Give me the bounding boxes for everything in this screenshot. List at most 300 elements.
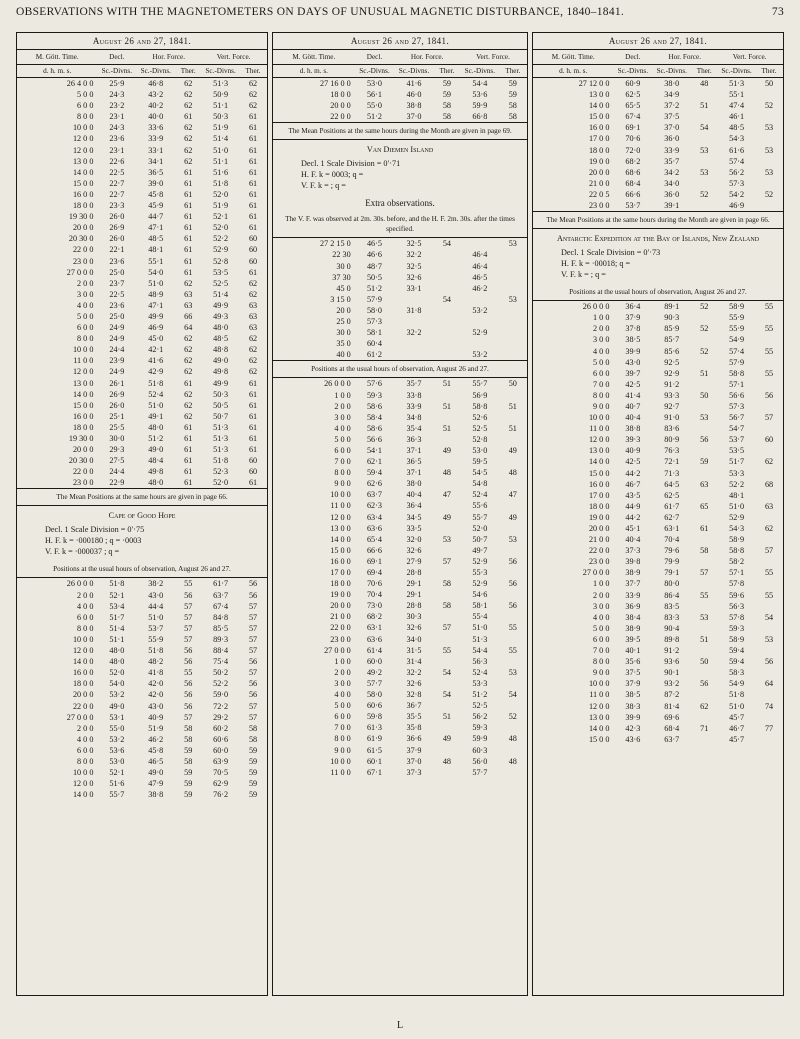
vert-cell: 59·6 xyxy=(729,590,745,600)
decl-cell: 33·9 xyxy=(625,590,641,600)
decl-cell: 42·5 xyxy=(625,457,641,467)
hor-cell: 51·2 xyxy=(148,434,164,443)
vert-cell: 57·8 xyxy=(729,612,745,622)
vert-cell: 52·1 xyxy=(213,212,229,222)
hor-cell: 38·0 xyxy=(406,479,422,489)
time-cell: 15 0 0 xyxy=(588,734,610,744)
hor-cell: 33·8 xyxy=(406,390,422,400)
station-name: Van Diemen Island xyxy=(366,145,434,155)
table-row xyxy=(17,333,267,344)
time-cell: 2 0 0 xyxy=(77,723,94,733)
vert-ther-cell: 57 xyxy=(248,701,258,711)
vert-ther-cell: 57 xyxy=(248,612,258,622)
time-cell: 17 0 0 xyxy=(588,490,610,500)
table-row xyxy=(273,756,527,767)
time-cell: 11 0 0 xyxy=(330,767,351,777)
time-cell: 18 0 0 xyxy=(330,579,351,589)
hor-cell: 63·1 xyxy=(664,524,680,533)
time-cell: 20 0 0 xyxy=(588,524,610,533)
time-cell: 13 0 0 xyxy=(588,446,610,456)
vert-cell: 51·8 xyxy=(213,178,229,188)
vert-ther-cell xyxy=(756,178,782,189)
vert-ther-cell xyxy=(756,689,782,700)
decl-cell: 39·3 xyxy=(625,435,641,445)
table-row xyxy=(533,368,783,379)
hor-cell: 46·5 xyxy=(148,756,164,766)
vert-ther-cell: 56 xyxy=(508,556,517,566)
table-row xyxy=(533,556,783,567)
vert-cell: 55·9 xyxy=(729,313,745,323)
hor-cell: 49·1 xyxy=(148,411,164,421)
time-cell: 20 30 0 xyxy=(68,456,94,466)
vert-ther-cell xyxy=(756,734,782,745)
hor-ther-cell: 59 xyxy=(442,79,452,88)
decl-cell: 59·4 xyxy=(366,468,382,478)
hor-ther-cell xyxy=(691,379,717,390)
hor-cell xyxy=(394,338,434,349)
table-row xyxy=(17,712,267,723)
vert-cell: 52·5 xyxy=(472,423,488,433)
decl-cell: 25·0 xyxy=(109,267,125,277)
vert-ther-cell xyxy=(500,656,526,667)
vert-ther-cell: 59 xyxy=(248,768,258,778)
vert-ther-cell xyxy=(500,349,526,360)
hor-cell: 85·9 xyxy=(664,324,680,334)
vert-ther-cell: 57 xyxy=(248,646,258,656)
decl-header: Decl. xyxy=(625,53,641,61)
decl-cell: 24·4 xyxy=(109,467,125,477)
vert-ther-cell: 50 xyxy=(764,79,774,88)
hor-cell: 31·5 xyxy=(406,645,422,655)
hor-cell: 37·3 xyxy=(406,767,422,777)
vert-ther-cell: 51 xyxy=(508,423,517,433)
table-row xyxy=(533,567,783,578)
table-row xyxy=(17,378,267,389)
vert-cell: 52·0 xyxy=(213,189,229,199)
time-cell: 5 0 0 xyxy=(77,311,94,321)
time-cell: 37 30 xyxy=(332,272,351,282)
decl-cell: 65·5 xyxy=(625,101,641,111)
decl-cell: 54·0 xyxy=(109,679,125,689)
hor-cell: 34·8 xyxy=(406,412,422,422)
vert-cell: 62·9 xyxy=(213,779,229,789)
vert-cell: 54·8 xyxy=(472,479,488,489)
table-row xyxy=(17,311,267,322)
vert-cell: 54·5 xyxy=(472,468,488,478)
decl-cell: 53·2 xyxy=(109,734,125,744)
vert-cell: 56·3 xyxy=(729,601,745,611)
time-cell: 27 0 0 0 xyxy=(324,645,351,655)
station-constants xyxy=(533,229,783,284)
vert-cell: 52·0 xyxy=(472,523,488,533)
table-row xyxy=(533,111,783,122)
table-row xyxy=(533,167,783,178)
time-cell: 10 0 0 xyxy=(330,490,351,500)
time-cell: 1 0 0 xyxy=(334,656,351,666)
hor-ther-cell: 58 xyxy=(184,756,193,766)
hor-cell: 40·0 xyxy=(148,112,164,122)
page-number: 73 xyxy=(771,6,784,18)
vert-ther-cell xyxy=(500,412,526,423)
table-row xyxy=(533,734,783,745)
time-cell: 23 0 0 xyxy=(72,478,94,488)
vert-ther-cell: 59 xyxy=(248,756,258,766)
table-row xyxy=(273,667,527,678)
positions-note: Positions at the usual hours of observation, August 26 and 27. xyxy=(569,288,747,297)
table-row xyxy=(533,445,783,456)
vert-cell: 63·9 xyxy=(213,756,229,766)
hor-ther-cell: 61 xyxy=(184,267,193,277)
hor-ther-cell xyxy=(691,334,717,345)
time-cell: 16 0 0 xyxy=(588,479,610,489)
hor-ther-cell: 61 xyxy=(184,189,193,199)
time-cell: 12 0 0 xyxy=(72,134,94,144)
decl-cell: 53·6 xyxy=(109,745,125,755)
vert-cell: 49·3 xyxy=(213,311,229,321)
time-cell: 4 0 0 xyxy=(77,734,94,744)
vert-cell: 54·4 xyxy=(472,645,488,655)
decl-cell: 38·9 xyxy=(625,568,641,578)
table-row xyxy=(17,289,267,300)
vert-ther-cell: 56 xyxy=(248,657,258,667)
time-cell: 22 0 0 xyxy=(72,701,94,711)
hor-cell: 34·1 xyxy=(148,156,164,166)
time-cell: 15 0 0 xyxy=(588,468,610,478)
page-header xyxy=(16,6,784,24)
decl-cell: 65·4 xyxy=(366,534,382,544)
hor-cell: 34·0 xyxy=(406,634,422,644)
hor-ther-cell xyxy=(434,478,460,489)
decl-cell: 22·7 xyxy=(109,189,125,199)
table-row xyxy=(273,556,527,567)
decl-cell: 57·7 xyxy=(366,678,382,688)
vert-cell: 52·5 xyxy=(213,278,229,288)
hor-ther-cell: 71 xyxy=(700,723,709,733)
time-cell: 6 0 0 xyxy=(593,634,610,644)
decl-cell: 48·0 xyxy=(109,657,125,667)
hor-cell: 35·5 xyxy=(406,712,422,722)
decl-cell: 68·6 xyxy=(625,167,641,177)
decl-cell: 63·1 xyxy=(366,623,382,633)
hor-cell: 64·5 xyxy=(664,479,680,489)
table-row xyxy=(17,200,267,211)
vert-ther-cell xyxy=(756,312,782,323)
table-row xyxy=(17,701,267,712)
station-constants xyxy=(17,506,267,561)
table-row xyxy=(533,689,783,700)
vert-cell: 51·3 xyxy=(472,634,488,644)
hor-ther-cell: 57 xyxy=(184,712,193,722)
hor-cell: 53·7 xyxy=(148,623,164,633)
table-row xyxy=(17,89,267,100)
vert-cell: 52·9 xyxy=(472,328,488,338)
vert-cell: 53·3 xyxy=(472,678,488,688)
hor-ther-cell: 51 xyxy=(442,712,452,722)
time-header: M. Gött. Time. xyxy=(292,53,336,61)
hor-ther-cell: 62 xyxy=(184,278,193,288)
time-header: M. Gött. Time. xyxy=(35,53,79,61)
hor-cell: 39·1 xyxy=(664,201,680,211)
table-row xyxy=(273,567,527,578)
hor-cell: 32·2 xyxy=(406,328,422,338)
hor-ther-cell: 62 xyxy=(184,334,193,344)
vert-cell: 66·8 xyxy=(472,112,488,122)
decl-cell: 68·2 xyxy=(366,612,382,622)
hor-ther-cell: 50 xyxy=(700,390,709,400)
time-cell: 8 0 0 xyxy=(334,468,351,478)
vert-ther-cell: 61 xyxy=(248,134,258,144)
column-van-diemen xyxy=(272,32,528,996)
hor-ther-cell xyxy=(691,468,717,479)
hor-cell: 34·5 xyxy=(406,512,422,522)
vert-cell: 53·0 xyxy=(472,445,488,455)
time-cell: 11 0 0 xyxy=(330,501,351,511)
decl-cell: 29·3 xyxy=(109,445,125,455)
hor-ther-cell: 57 xyxy=(184,634,193,644)
hms-subheader: d. h. m. s. xyxy=(559,67,588,75)
hor-cell: 48·9 xyxy=(148,289,164,299)
decl-cell: 42·5 xyxy=(625,379,641,389)
decl-cell: 63·7 xyxy=(366,490,382,500)
time-cell: 20 30 0 xyxy=(68,234,94,244)
hor-ther-cell xyxy=(691,111,717,122)
mean-note: The Mean Positions at the same hours during the Month are given in page 69. xyxy=(288,127,512,136)
time-cell: 27 2 15 0 xyxy=(319,239,351,249)
time-cell: 5 0 0 xyxy=(334,701,351,711)
vert-cell: 59·4 xyxy=(729,657,745,667)
decl-cell: 63·4 xyxy=(366,512,382,522)
vert-cell: 48·5 xyxy=(213,334,229,344)
hor-cell: 51·0 xyxy=(148,612,164,622)
hor-ther-cell: 59 xyxy=(184,790,193,800)
table-row xyxy=(17,623,267,634)
vert-ther-cell: 53 xyxy=(508,534,517,544)
table-row xyxy=(533,434,783,445)
hor-cell: 37·1 xyxy=(406,468,422,478)
vert-cell: 50·3 xyxy=(213,389,229,399)
vert-ther-cell: 59 xyxy=(248,790,258,800)
decl-cell: 67·1 xyxy=(366,767,382,777)
vert-ther-cell: 52 xyxy=(508,712,517,722)
decl-cell: 51·8 xyxy=(109,579,125,589)
vert-ther-cell: 60 xyxy=(764,435,774,445)
decl-cell: 51·2 xyxy=(366,283,382,293)
time-cell: 15 0 0 xyxy=(72,400,94,410)
hor-cell: 45·8 xyxy=(148,189,164,199)
vert-header: Vert. Force. xyxy=(216,53,251,61)
hor-cell: 62·5 xyxy=(664,490,680,500)
constant-line: V. F. k = ; q = xyxy=(561,270,606,280)
vert-cell: 55·7 xyxy=(472,379,488,389)
hor-cell: 91·2 xyxy=(664,379,680,389)
time-cell: 12 0 0 xyxy=(72,367,94,377)
ther-subheader: Ther. xyxy=(439,67,455,75)
vert-ther-cell: 63 xyxy=(248,311,258,321)
time-cell: 27 0 0 0 xyxy=(66,267,94,277)
time-cell: 10 0 0 xyxy=(72,123,94,133)
hor-cell: 51·0 xyxy=(148,278,164,288)
hor-ther-cell: 48 xyxy=(442,468,452,478)
table-row xyxy=(533,156,783,167)
decl-cell: 53·0 xyxy=(366,79,382,88)
hor-ther-cell xyxy=(434,349,460,360)
vert-ther-cell xyxy=(500,745,526,756)
decl-cell: 24·9 xyxy=(109,334,125,344)
vert-ther-cell xyxy=(500,272,526,283)
constant-line: H. F. k = 0003; q = xyxy=(301,170,364,180)
hor-ther-cell: 61 xyxy=(700,524,709,533)
vert-cell: 54·9 xyxy=(729,335,745,345)
time-cell: 8 0 0 xyxy=(77,623,94,633)
time-cell: 10 0 0 xyxy=(588,413,610,423)
decl-cell: 66·6 xyxy=(366,545,382,555)
table-row xyxy=(533,456,783,467)
decl-cell: 24·3 xyxy=(109,123,125,133)
hor-ther-cell: 58 xyxy=(442,112,452,122)
hor-cell: 33·9 xyxy=(406,401,422,411)
table-row xyxy=(17,244,267,255)
table-row xyxy=(17,745,267,756)
hor-ther-cell: 61 xyxy=(184,467,193,477)
table-row xyxy=(273,412,527,423)
vert-cell: 50·5 xyxy=(213,400,229,410)
time-cell: 40 0 xyxy=(336,350,351,360)
hor-ther-cell xyxy=(434,745,460,756)
hor-ther-cell: 61 xyxy=(184,167,193,177)
hor-cell: 68·4 xyxy=(664,723,680,733)
vert-cell: 51·0 xyxy=(213,145,229,155)
vert-cell: 51·4 xyxy=(213,289,229,299)
vert-cell: 55·4 xyxy=(472,612,488,622)
decl-cell: 58·0 xyxy=(366,690,382,700)
vert-ther-cell: 55 xyxy=(764,346,774,356)
vert-ther-cell: 56 xyxy=(764,390,774,400)
hor-ther-cell xyxy=(691,689,717,700)
time-cell: 23 0 0 xyxy=(330,634,351,644)
vert-ther-cell xyxy=(500,283,526,294)
vert-cell: 50·7 xyxy=(472,534,488,544)
vert-ther-cell: 61 xyxy=(248,145,258,155)
time-cell: 6 0 0 xyxy=(77,323,94,333)
hor-cell: 90·4 xyxy=(664,623,680,633)
hor-ther-cell: 59 xyxy=(442,90,452,100)
hor-ther-cell xyxy=(434,305,460,316)
hor-cell: 48·0 xyxy=(148,478,164,488)
table-row xyxy=(17,612,267,623)
table-row xyxy=(17,656,267,667)
hor-ther-cell xyxy=(434,412,460,423)
hor-ther-cell: 61 xyxy=(184,223,193,233)
vert-cell: 49·0 xyxy=(213,356,229,366)
time-cell: 12 0 0 xyxy=(72,779,94,789)
signature-mark: L xyxy=(396,1020,404,1031)
vert-ther-cell: 57 xyxy=(764,413,774,423)
decl-cell: 57·9 xyxy=(366,294,382,304)
decl-cell: 22·7 xyxy=(109,178,125,188)
vert-ther-cell xyxy=(756,512,782,523)
vert-ther-cell xyxy=(500,722,526,733)
time-cell: 19 0 0 xyxy=(330,590,351,600)
table-row xyxy=(273,700,527,711)
decl-cell: 61·2 xyxy=(366,350,382,360)
vert-cell: 61·6 xyxy=(729,145,745,155)
time-cell: 17 0 0 xyxy=(330,568,351,577)
table-row xyxy=(273,89,527,100)
table-row xyxy=(533,534,783,545)
decl-cell: 38·3 xyxy=(625,701,641,711)
table-row xyxy=(533,323,783,334)
hor-cell: 45·8 xyxy=(148,745,164,755)
decl-cell: 63·6 xyxy=(366,634,382,644)
time-cell: 3 0 0 xyxy=(334,678,351,688)
table-row xyxy=(533,346,783,357)
vert-cell: 53·7 xyxy=(729,435,745,445)
vert-cell: 51·0 xyxy=(472,623,488,633)
vert-ther-cell: 62 xyxy=(764,524,774,533)
decl-cell: 60·0 xyxy=(366,656,382,666)
table-row xyxy=(17,645,267,656)
hor-cell: 47·9 xyxy=(148,779,164,789)
table-row xyxy=(533,189,783,200)
ther-subheader: Ther. xyxy=(696,67,712,75)
time-cell: 4 0 0 xyxy=(593,612,610,622)
hor-ther-cell: 52 xyxy=(700,346,709,356)
hor-ther-cell xyxy=(691,178,717,189)
table-row xyxy=(273,512,527,523)
table-row xyxy=(17,601,267,612)
hor-ther-cell: 62 xyxy=(184,411,193,421)
table-row xyxy=(273,611,527,622)
hor-ther-cell xyxy=(434,656,460,667)
vert-ther-cell: 61 xyxy=(248,123,258,133)
constant-line: Decl. 1 Scale Division = 0′·75 xyxy=(45,525,145,535)
vert-ther-cell: 55 xyxy=(764,568,774,578)
decl-cell: 55·0 xyxy=(109,723,125,733)
decl-cell: 22·1 xyxy=(109,245,125,255)
vert-cell: 58·1 xyxy=(472,601,488,611)
time-cell: 2 0 0 xyxy=(593,590,610,600)
decl-cell: 37·3 xyxy=(625,546,641,556)
table-row xyxy=(533,423,783,434)
hor-cell: 33·5 xyxy=(406,523,422,533)
vert-ther-cell xyxy=(756,401,782,412)
hor-ther-cell: 53 xyxy=(700,612,709,622)
time-cell: 27 12 0 0 xyxy=(578,79,610,88)
vert-ther-cell xyxy=(756,468,782,479)
decl-cell: 24·4 xyxy=(109,345,125,355)
vert-ther-cell xyxy=(756,133,782,144)
hor-header: Hor. Force. xyxy=(152,53,185,61)
ther-subheader: Ther. xyxy=(761,67,777,75)
decl-cell: 23·1 xyxy=(109,145,125,155)
hor-ther-cell: 61 xyxy=(184,434,193,443)
vert-ther-cell: 59 xyxy=(508,90,517,100)
vert-ther-cell: 53 xyxy=(508,667,517,677)
vert-cell: 49·7 xyxy=(472,545,488,555)
decl-cell: 26·1 xyxy=(109,378,125,388)
vert-ther-cell: 48 xyxy=(508,468,517,478)
vert-ther-cell: 62 xyxy=(248,345,258,355)
table-row xyxy=(273,467,527,478)
time-cell: 3 0 0 xyxy=(593,335,610,345)
vert-cell: 60·0 xyxy=(213,745,229,755)
table-row xyxy=(17,78,267,89)
time-cell: 8 0 0 xyxy=(77,334,94,344)
decl-cell: 62·1 xyxy=(366,457,382,467)
hor-cell: 43·0 xyxy=(148,590,164,600)
vert-cell: 75·4 xyxy=(213,657,229,667)
hor-cell: 32·6 xyxy=(406,623,422,633)
